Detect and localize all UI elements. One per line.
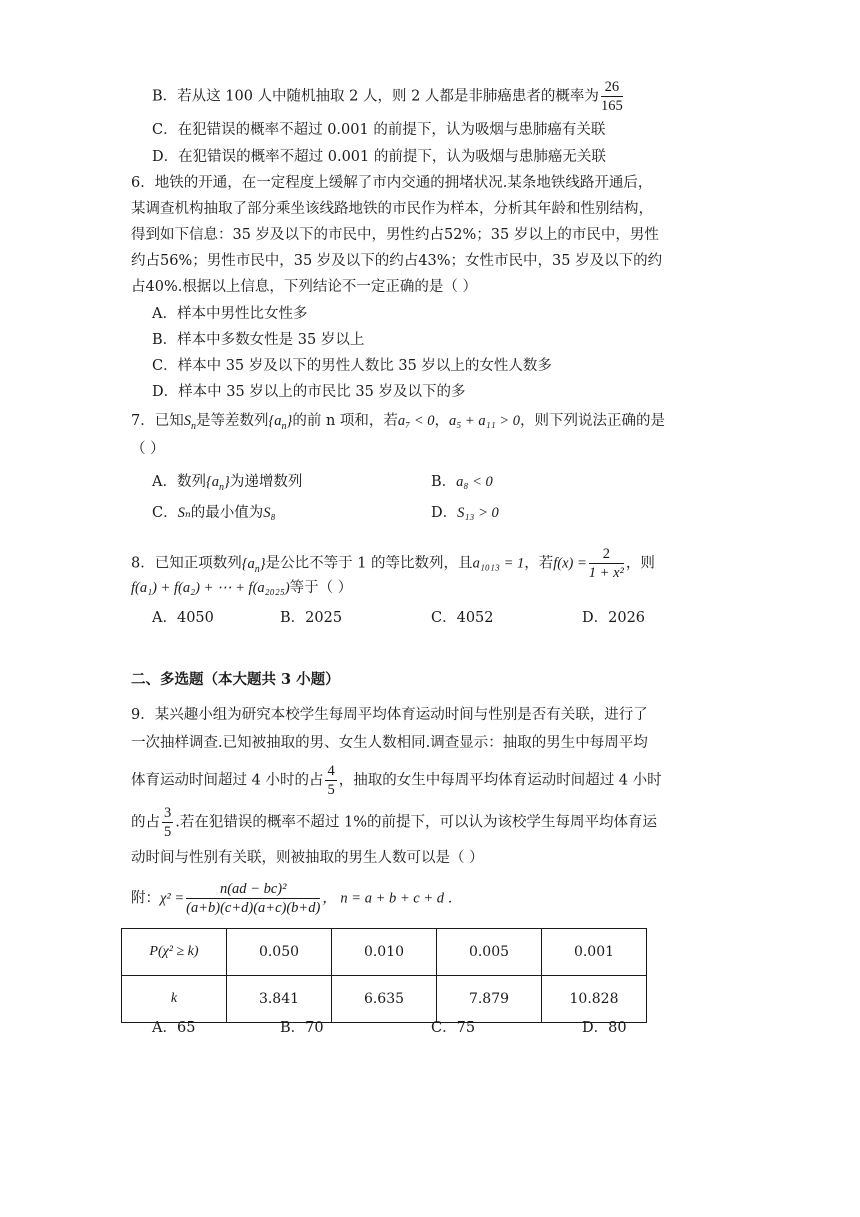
q9-fraction-four-fifths: $\frac{4}{5}$ [327,763,335,798]
q6-option-b: B．样本中多数女性是 35 岁以上 [152,332,365,348]
table-cell: 0.005 [437,929,542,976]
table-cell: 7.879 [437,976,542,1023]
table-cell: 10.828 [542,976,647,1023]
q9-stem-line2: 一次抽样调查.已知被抽取的男、女生人数相同.调查显示：抽取的男生中每周平均 [131,735,648,751]
q8-option-a: A．4050 [152,610,214,626]
table-cell: 3.841 [227,976,332,1023]
table-cell: 0.050 [227,929,332,976]
table-row [122,976,647,1023]
q7-sn: $S_n$ [183,413,196,432]
q9-stem-line1: 9．某兴趣小组为研究本校学生每周平均体育运动时间与性别是否有关联，进行了 [131,707,648,723]
q8-option-d: D．2026 [582,610,646,626]
q9-option-b: B．70 [280,1020,324,1036]
table-header-cell: P(χ² ≥ k) [122,929,227,976]
q8-stem-line2: f(a₁) + f(a₂) + ⋯ + f(a₂₀₂₅)等于（ ） [131,580,353,596]
q6-option-c: C．样本中 35 岁及以下的男性人数比 35 岁以上的女性人数多 [152,358,552,374]
table-cell: 6.635 [332,976,437,1023]
q6-option-d: D．样本中 35 岁以上的市民比 35 岁及以下的多 [152,384,466,400]
q7-cond1: a₇ < 0 [397,413,435,429]
q8-fraction: $\frac{2}{\text{1 + x²}}$ [588,546,624,581]
q9-chi-square-fraction: $\frac{\text{n(ad − bc)²}}{(a+b)(c+d)(a+c)(b+d)}$ [186,881,321,916]
table-cell: 0.001 [542,929,647,976]
q9-option-c: C．75 [431,1020,476,1036]
q8-option-b: B．2025 [280,610,343,626]
q9-stem-line3: 体育运动时间超过 4 小时的占 $\frac{4}{5}$ ，抽取的女生中每周平均体育运动时间超过 4 小时 [131,763,662,798]
q5-option-b-fraction: $\frac{26}{165}$ [600,79,623,114]
table-row [122,929,647,976]
q7-answer-paren: （ ） [131,441,165,457]
q7-option-d: D．S₁₃ > 0 [431,505,499,521]
q5-option-c: C．在犯错误的概率不超过 0.001 的前提下，认为吸烟与患肺癌有关联 [152,122,606,138]
q5-option-b [152,78,625,115]
chi-square-critical-value-table [121,928,647,1023]
q5-option-d: D．在犯错误的概率不超过 0.001 的前提下，认为吸烟与患肺癌无关联 [152,149,606,165]
q6-stem-line2: 某调查机构抽取了部分乘坐该线路地铁的市民作为样本，分析其年龄和性别结构， [131,201,653,217]
table-cell: 0.010 [332,929,437,976]
q7-option-b: B．a₈ < 0 [431,474,493,490]
q5-option-b-text: B．若从这 100 人中随机抽取 2 人，则 2 人都是非肺癌患者的概率为 [152,88,599,105]
q7-cond2: a₅ + a₁₁ > 0 [449,413,520,429]
q6-stem-line5: 占40%.根据以上信息，下列结论不一定正确的是（ ） [131,279,477,295]
q9-fraction-three-fifths: $\frac{3}{5}$ [164,805,172,840]
q9-stem-line5: 动时间与性别有关联，则被抽取的男生人数可以是（ ） [131,850,484,866]
q6-stem-line4: 约占56%；男性市民中，35 岁及以下的约占43%；女性市民中，35 岁及以下的约 [131,253,663,269]
section-heading-multiple-choice: 二、多选题（本大题共 3 小题） [131,671,340,688]
q7-option-c: C．Sₙ的最小值为S₈ [152,505,276,521]
q6-stem-line1: 6．地铁的开通，在一定程度上缓解了市内交通的拥堵状况.某条地铁线路开通后， [131,175,653,191]
q8-option-c: C．4052 [431,610,494,626]
q7-stem: 7．已知$S_n$是等差数列$\{a_n\}$的前 n 项和，若a₇ < 0，a₅ + a₁₁ > 0，则下列说法正确的是 [131,413,665,432]
q7-seq: $\{a_n\}$ [268,413,293,432]
q8-stem: 8．已知正项数列$\{a_n\}$是公比不等于 1 的等比数列，且a₁₀₁₃ = 1，若f(x) = $\frac{2}{\text{1 + x²}}$ ，则 [131,546,655,581]
q9-option-a: A．65 [152,1020,196,1036]
q9-appendix-formula: 附：χ² = $\frac{\text{n(ad − bc)²}}{(a+b)(c+d)(a+c)(b+d)}$ ， n = a + b + c + d ． [131,881,463,916]
q6-stem-line3: 得到如下信息：35 岁及以下的市民中，男性约占52%；35 岁以上的市民中，男性 [131,227,659,243]
table-header-cell: k [122,976,227,1023]
q7-option-a: A．数列$\{a_n\}$为递增数列 [152,474,303,493]
q9-stem-line4: 的占 $\frac{3}{5}$ .若在犯错误的概率不超过 1%的前提下，可以认为该校学生每周平均体育运 [131,805,657,840]
q6-option-a: A．样本中男性比女性多 [152,306,308,322]
q9-option-d: D．80 [582,1020,627,1036]
